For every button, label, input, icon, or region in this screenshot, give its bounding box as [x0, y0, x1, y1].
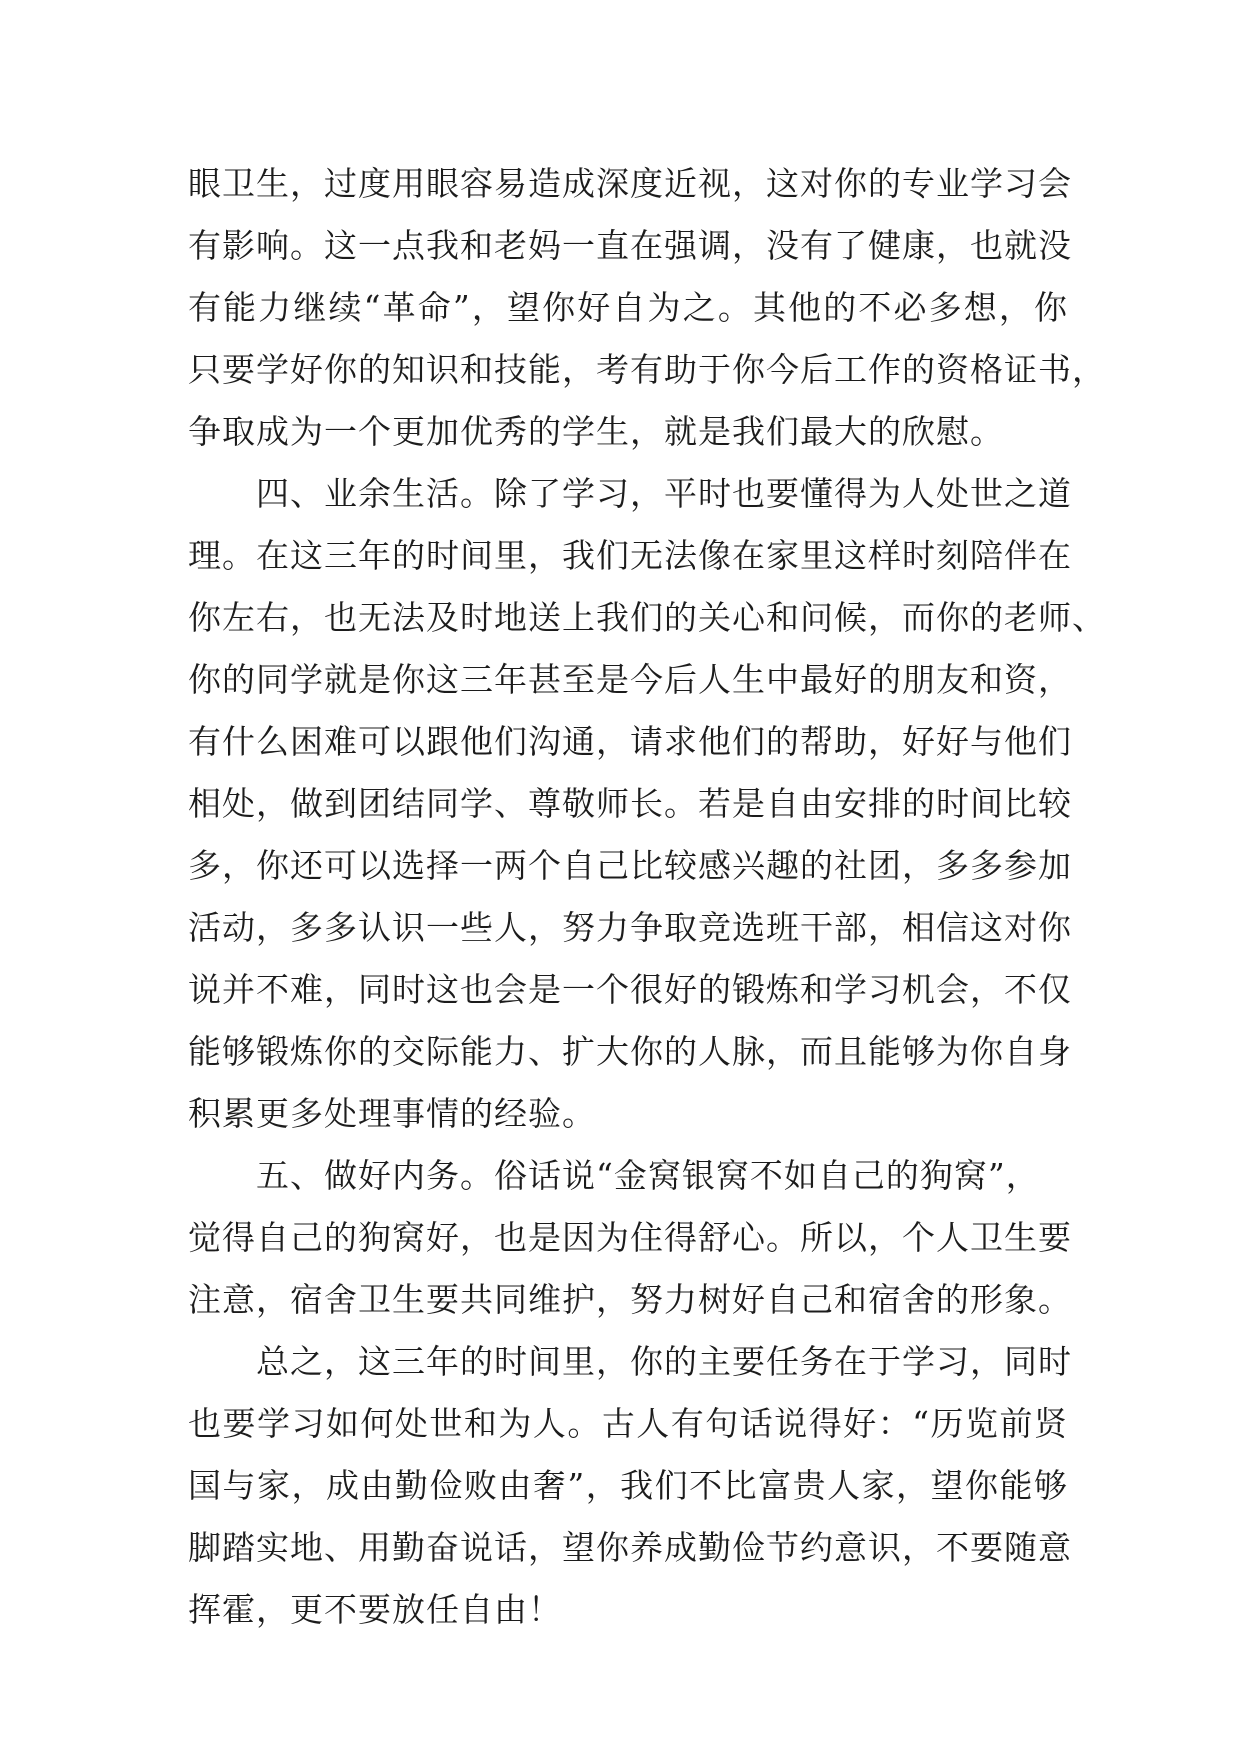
text-line: 说并不难，同时这也会是一个很好的锻炼和学习机会，不仅: [188, 970, 1072, 1009]
text-line: 能够锻炼你的交际能力、扩大你的人脉，而且能够为你自身: [188, 1032, 1072, 1071]
text-line: 眼卫生，过度用眼容易造成深度近视，这对你的专业学习会: [188, 164, 1072, 203]
text-line: 你左右，也无法及时地送上我们的关心和问候，而你的老师、: [188, 598, 1106, 637]
text-line: 积累更多处理事情的经验。: [188, 1094, 596, 1133]
text-line: 注意，宿舍卫生要共同维护，努力树好自己和宿舍的形象。: [188, 1280, 1072, 1319]
text-line: 国与家，成由勤俭败由奢”，我们不比富贵人家，望你能够: [188, 1466, 1068, 1505]
text-line: 只要学好你的知识和技能，考有助于你今后工作的资格证书，: [188, 350, 1106, 389]
text-line: 挥霍，更不要放任自由！: [188, 1590, 562, 1629]
text-line: 你的同学就是你这三年甚至是今后人生中最好的朋友和资，: [188, 660, 1072, 699]
text-line: 有影响。这一点我和老妈一直在强调，没有了健康，也就没: [188, 226, 1072, 265]
conclusion-line: 总之，这三年的时间里，你的主要任务在于学习，同时: [256, 1342, 1072, 1381]
text-line: 多，你还可以选择一两个自己比较感兴趣的社团，多多参加: [188, 846, 1072, 885]
letter-body: [188, 153, 1106, 1641]
section-heading-line: 四、业余生活。除了学习，平时也要懂得为人处世之道: [256, 474, 1072, 513]
text-line: 活动，多多认识一些人，努力争取竞选班干部，相信这对你: [188, 908, 1072, 947]
section-heading-line: 五、做好内务。俗话说“金窝银窝不如自己的狗窝”，: [256, 1156, 1040, 1195]
text-line: 脚踏实地、用勤奋说话，望你养成勤俭节约意识，不要随意: [188, 1528, 1072, 1567]
text-line: 相处，做到团结同学、尊敬师长。若是自由安排的时间比较: [188, 784, 1072, 823]
text-line: 理。在这三年的时间里，我们无法像在家里这样时刻陪伴在: [188, 536, 1072, 575]
text-line: 也要学习如何处世和为人。古人有句话说得好：“历览前贤: [188, 1404, 1068, 1443]
text-line: 有能力继续“革命”，望你好自为之。其他的不必多想，你: [188, 288, 1068, 327]
text-line: 有什么困难可以跟他们沟通，请求他们的帮助，好好与他们: [188, 722, 1072, 761]
text-line: 争取成为一个更加优秀的学生，就是我们最大的欣慰。: [188, 412, 1004, 451]
text-line: 觉得自己的狗窝好，也是因为住得舒心。所以，个人卫生要: [188, 1218, 1072, 1257]
